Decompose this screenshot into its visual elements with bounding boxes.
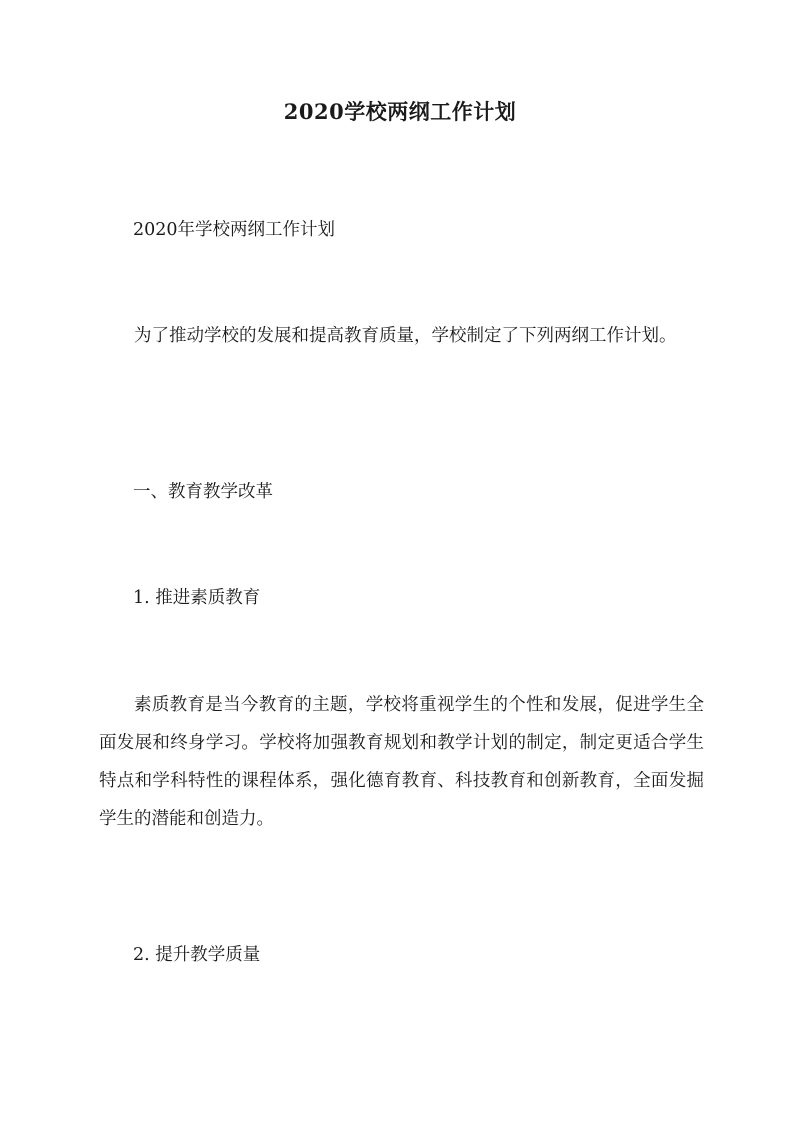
item-heading-teaching-quality: 2. 提升教学质量 [133, 945, 261, 965]
intro-paragraph: 为了推动学校的发展和提高教育质量，学校制定了下列两纲工作计划。 [134, 326, 677, 346]
document-title: 2020学校两纲工作计划 [283, 99, 517, 124]
section-heading-education-reform: 一、教育教学改革 [133, 482, 273, 502]
item-body-quality-education: 素质教育是当今教育的主题，学校将重视学生的个性和发展，促进学生全面发展和终身学习。学校将加强教育规划和教学计划的制定，制定更适合学生特点和学科特性的课程体系，强化德育教育、科技教育和创新教育，全面发掘学生的潜能和创造力。 [99, 695, 704, 829]
item-heading-quality-education: 1. 推进素质教育 [133, 588, 261, 608]
document-subtitle: 2020年学校两纲工作计划 [133, 220, 336, 240]
